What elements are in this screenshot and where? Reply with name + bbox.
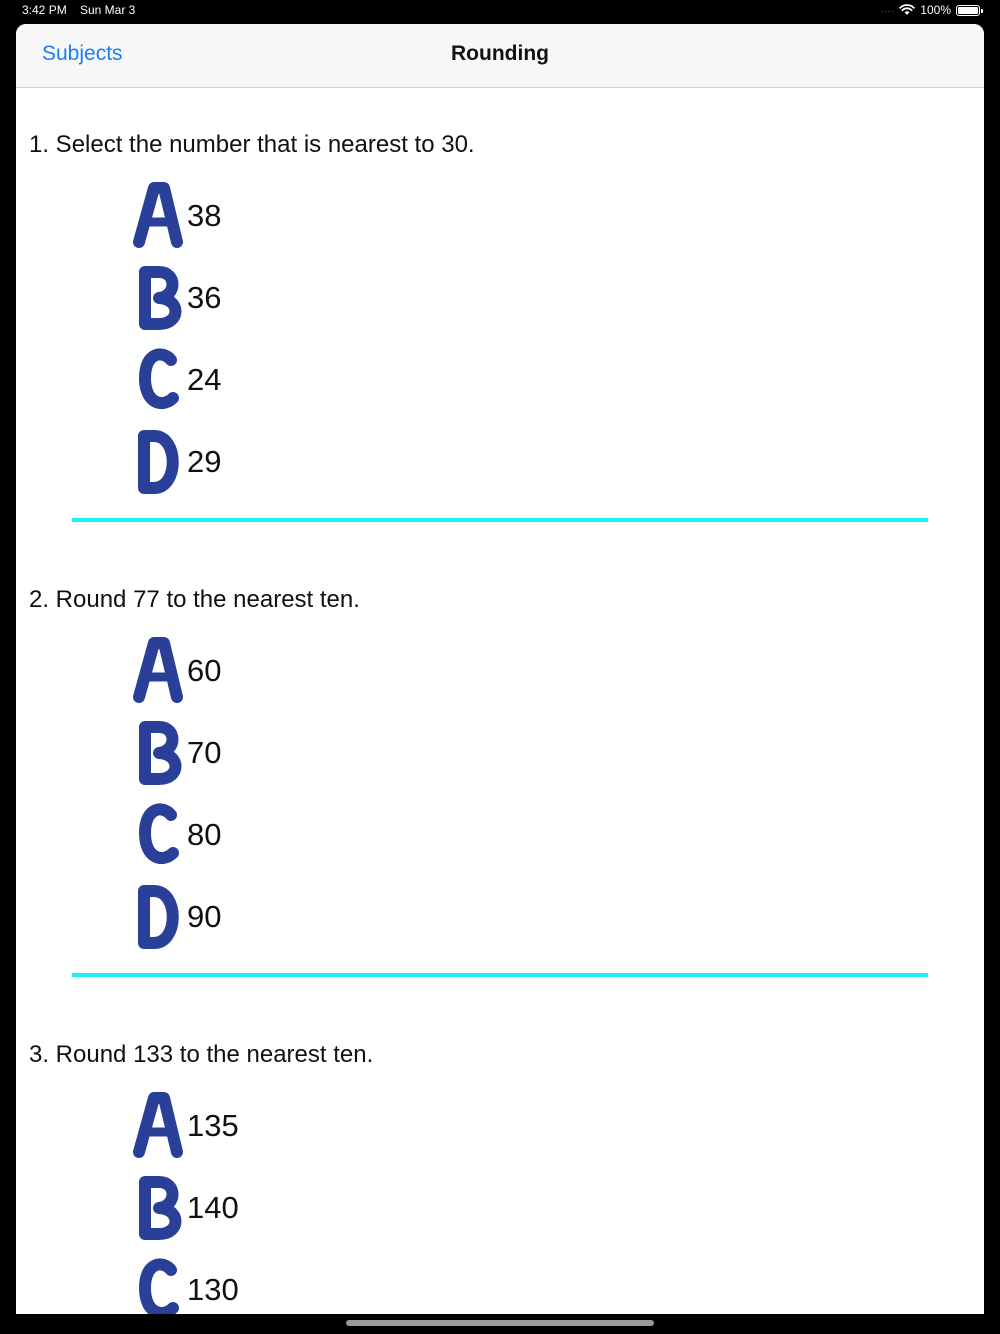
option-d[interactable] (133, 428, 433, 494)
question-text: 2. Round 77 to the nearest ten. (29, 586, 360, 613)
letter-c-icon (133, 1256, 183, 1314)
status-indicators (881, 3, 980, 17)
option-value: 130 (187, 1272, 239, 1307)
wifi-icon (899, 4, 915, 16)
question-divider (72, 973, 928, 977)
app-window (16, 24, 984, 1314)
option-value: 90 (187, 899, 222, 934)
back-button-subjects[interactable]: Subjects (42, 42, 123, 65)
option-value: 135 (187, 1108, 239, 1143)
navigation-bar (16, 24, 984, 88)
signal-icon: .... (881, 4, 895, 14)
option-value: 38 (187, 198, 222, 233)
letter-b-icon (133, 1174, 183, 1240)
letter-d-icon (133, 883, 183, 949)
battery-icon (956, 5, 980, 16)
letter-a-icon (133, 182, 183, 248)
letter-c-icon (133, 346, 183, 412)
letter-a-icon (133, 637, 183, 703)
option-c[interactable] (133, 346, 433, 412)
option-a[interactable] (133, 182, 433, 248)
status-time: 3:42 PM (22, 3, 67, 17)
status-bar (0, 0, 1000, 22)
question-1 (16, 88, 984, 543)
option-value: 70 (187, 735, 222, 770)
letter-d-icon (133, 428, 183, 494)
option-value: 29 (187, 444, 222, 479)
status-date: Sun Mar 3 (80, 3, 136, 17)
option-b[interactable] (133, 264, 433, 330)
question-divider (72, 518, 928, 522)
option-c[interactable] (133, 1256, 433, 1314)
option-a[interactable] (133, 1092, 433, 1158)
letter-b-icon (133, 719, 183, 785)
battery-percent: 100% (920, 3, 951, 17)
option-a[interactable] (133, 637, 433, 703)
letter-b-icon (133, 264, 183, 330)
home-indicator[interactable] (346, 1320, 654, 1326)
question-3 (16, 998, 984, 1314)
letter-c-icon (133, 801, 183, 867)
option-b[interactable] (133, 719, 433, 785)
question-text: 1. Select the number that is nearest to 30. (29, 131, 475, 158)
option-value: 60 (187, 653, 222, 688)
option-value: 140 (187, 1190, 239, 1225)
quiz-content (16, 88, 984, 1314)
option-value: 24 (187, 362, 222, 397)
option-c[interactable] (133, 801, 433, 867)
question-text: 3. Round 133 to the nearest ten. (29, 1041, 374, 1068)
option-value: 80 (187, 817, 222, 852)
option-d[interactable] (133, 883, 433, 949)
option-b[interactable] (133, 1174, 433, 1240)
option-value: 36 (187, 280, 222, 315)
letter-a-icon (133, 1092, 183, 1158)
question-2 (16, 543, 984, 998)
page-title: Rounding (451, 42, 549, 65)
